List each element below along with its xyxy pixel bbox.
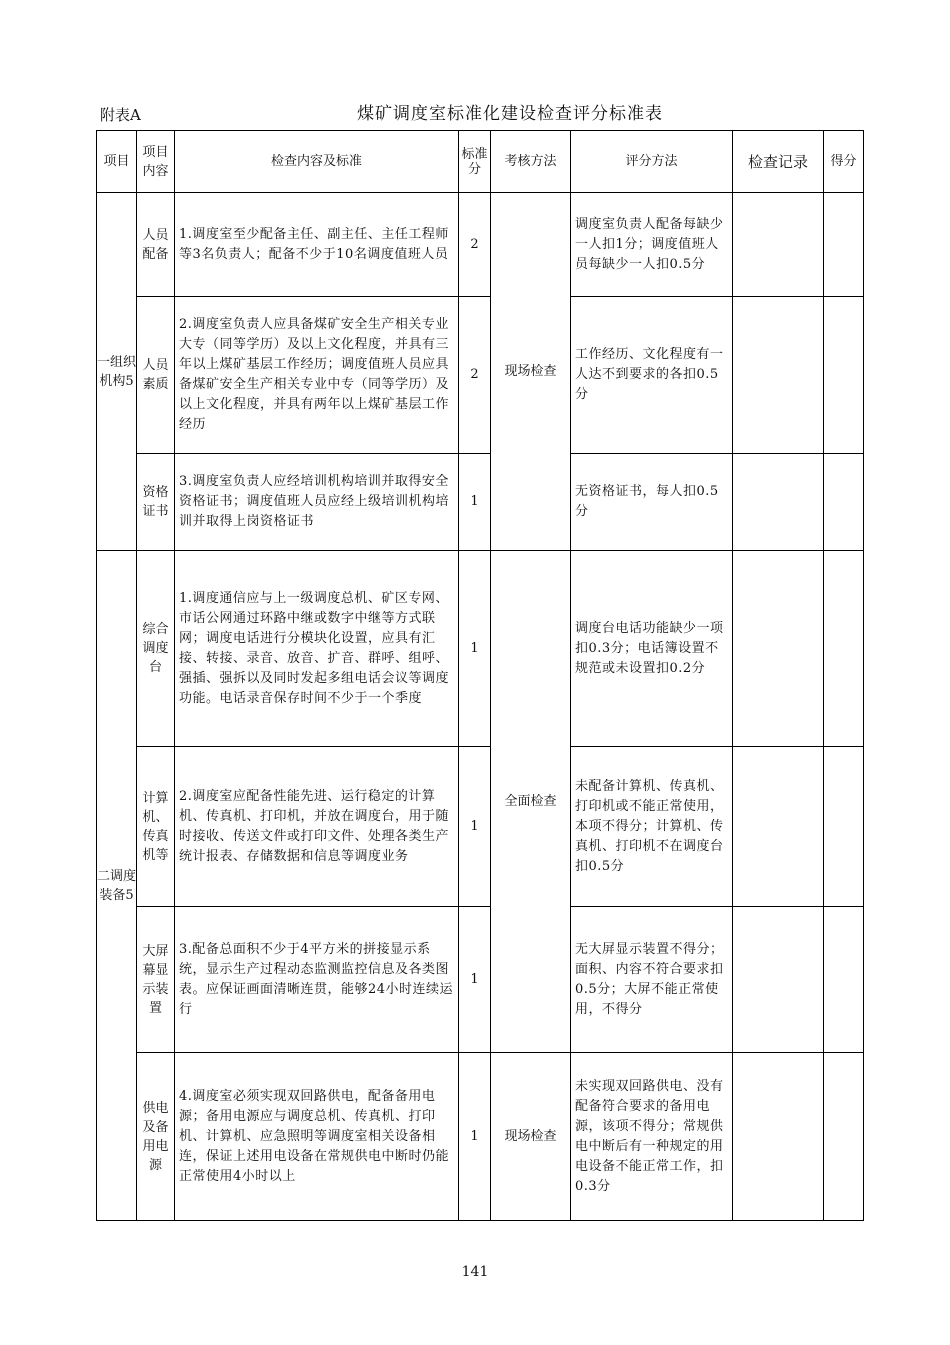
row-std: 1 (459, 1053, 491, 1221)
row-content: 2.调度室应配备性能先进、运行稳定的计算机、传真机、打印机，并放在调度台，用于随时接收、传送文件或打印文件、处理各类生产统计报表、存储数据和信息等调度业务 (175, 747, 459, 907)
row-content: 4.调度室必须实现双回路供电，配备备用电源；备用电源应与调度总机、传真机、打印机、计算机、应急照明等调度室相关设备相连，保证上述用电设备在常规供电中断时仍能正常使用4小时以上 (175, 1053, 459, 1221)
row-scoring: 未配备计算机、传真机、打印机或不能正常使用，本项不得分；计算机、传真机、打印机不在调度台扣0.5分 (571, 747, 733, 907)
table-row (97, 454, 864, 551)
row-method: 现场检查 (491, 1053, 571, 1221)
section-name: 二调度装备5 (97, 551, 137, 1221)
row-std: 2 (459, 193, 491, 297)
row-scoring: 调度台电话功能缺少一项扣0.3分；电话簿设置不规范或未设置扣0.2分 (571, 551, 733, 747)
row-scoring: 未实现双回路供电、没有配备符合要求的备用电源，该项不得分；常规供电中断后有一种规定的用电设备不能正常工作，扣0.3分 (571, 1053, 733, 1221)
appendix-label: 附表A (100, 106, 141, 124)
col-header-scoring: 评分方法 (571, 131, 733, 193)
col-header-item: 项目 (97, 131, 137, 193)
row-scoring: 无大屏显示装置不得分；面积、内容不符合要求扣0.5分；大屏不能正常使用，不得分 (571, 907, 733, 1053)
table-row (97, 297, 864, 454)
col-header-record: 检查记录 (733, 131, 824, 193)
row-sub: 供电及备用电源 (137, 1053, 175, 1221)
table-row (97, 907, 864, 1053)
record-cell[interactable] (733, 297, 824, 454)
row-content: 2.调度室负责人应具备煤矿安全生产相关专业大专（同等学历）及以上文化程度，并具有三年以上煤矿基层工作经历；调度值班人员应具备煤矿安全生产相关专业中专（同等学历）及以上文化程度，并具有两年以上煤矿基层工作经历 (175, 297, 459, 454)
score-cell[interactable] (824, 907, 864, 1053)
record-cell[interactable] (733, 193, 824, 297)
table-header-row (97, 131, 864, 193)
score-cell[interactable] (824, 297, 864, 454)
col-header-score: 得分 (824, 131, 864, 193)
row-content: 3.配备总面积不少于4平方米的拼接显示系统，显示生产过程动态监测监控信息及各类图表。应保证画面清晰连贯，能够24小时连续运行 (175, 907, 459, 1053)
row-scoring: 调度室负责人配备每缺少一人扣1分；调度值班人员每缺少一人扣0.5分 (571, 193, 733, 297)
page-title: 煤矿调度室标准化建设检查评分标准表 (357, 104, 663, 124)
row-scoring: 无资格证书，每人扣0.5分 (571, 454, 733, 551)
col-header-sub: 项目内容 (137, 131, 175, 193)
row-sub: 计算机、传真机等 (137, 747, 175, 907)
record-cell[interactable] (733, 747, 824, 907)
row-scoring: 工作经历、文化程度有一人达不到要求的各扣0.5分 (571, 297, 733, 454)
row-content: 1.调度通信应与上一级调度总机、矿区专网、市话公网通过环路中继或数字中继等方式联网；调度电话进行分模块化设置，应具有汇接、转接、录音、放音、扩音、群呼、组呼、强插、强拆以及同时发起多组电话会议等调度功能。电话录音保存时间不少于一个季度 (175, 551, 459, 747)
col-header-content: 检查内容及标准 (175, 131, 459, 193)
row-sub: 资格证书 (137, 454, 175, 551)
score-cell[interactable] (824, 454, 864, 551)
row-std: 1 (459, 454, 491, 551)
table-row (97, 747, 864, 907)
row-sub: 人员配备 (137, 193, 175, 297)
col-header-method: 考核方法 (491, 131, 571, 193)
table-row (97, 193, 864, 297)
section-name: 一组织机构5 (97, 193, 137, 551)
record-cell[interactable] (733, 454, 824, 551)
record-cell[interactable] (733, 551, 824, 747)
table-row (97, 551, 864, 747)
row-content: 3.调度室负责人应经培训机构培训并取得安全资格证书；调度值班人员应经上级培训机构培训并取得上岗资格证书 (175, 454, 459, 551)
record-cell[interactable] (733, 907, 824, 1053)
row-std: 1 (459, 551, 491, 747)
page-number: 141 (461, 1264, 489, 1280)
row-std: 2 (459, 297, 491, 454)
row-sub: 综合调度台 (137, 551, 175, 747)
row-sub: 大屏幕显示装置 (137, 907, 175, 1053)
section-method: 现场检查 (491, 193, 571, 551)
row-content: 1.调度室至少配备主任、副主任、主任工程师等3名负责人；配备不少于10名调度值班人员 (175, 193, 459, 297)
section-method: 全面检查 (491, 551, 571, 1053)
score-cell[interactable] (824, 747, 864, 907)
score-cell[interactable] (824, 193, 864, 297)
scoring-table (96, 130, 864, 1221)
record-cell[interactable] (733, 1053, 824, 1221)
col-header-std: 标准分 (459, 131, 491, 193)
score-cell[interactable] (824, 551, 864, 747)
score-cell[interactable] (824, 1053, 864, 1221)
row-sub: 人员素质 (137, 297, 175, 454)
row-std: 1 (459, 747, 491, 907)
row-std: 1 (459, 907, 491, 1053)
table-row (97, 1053, 864, 1221)
